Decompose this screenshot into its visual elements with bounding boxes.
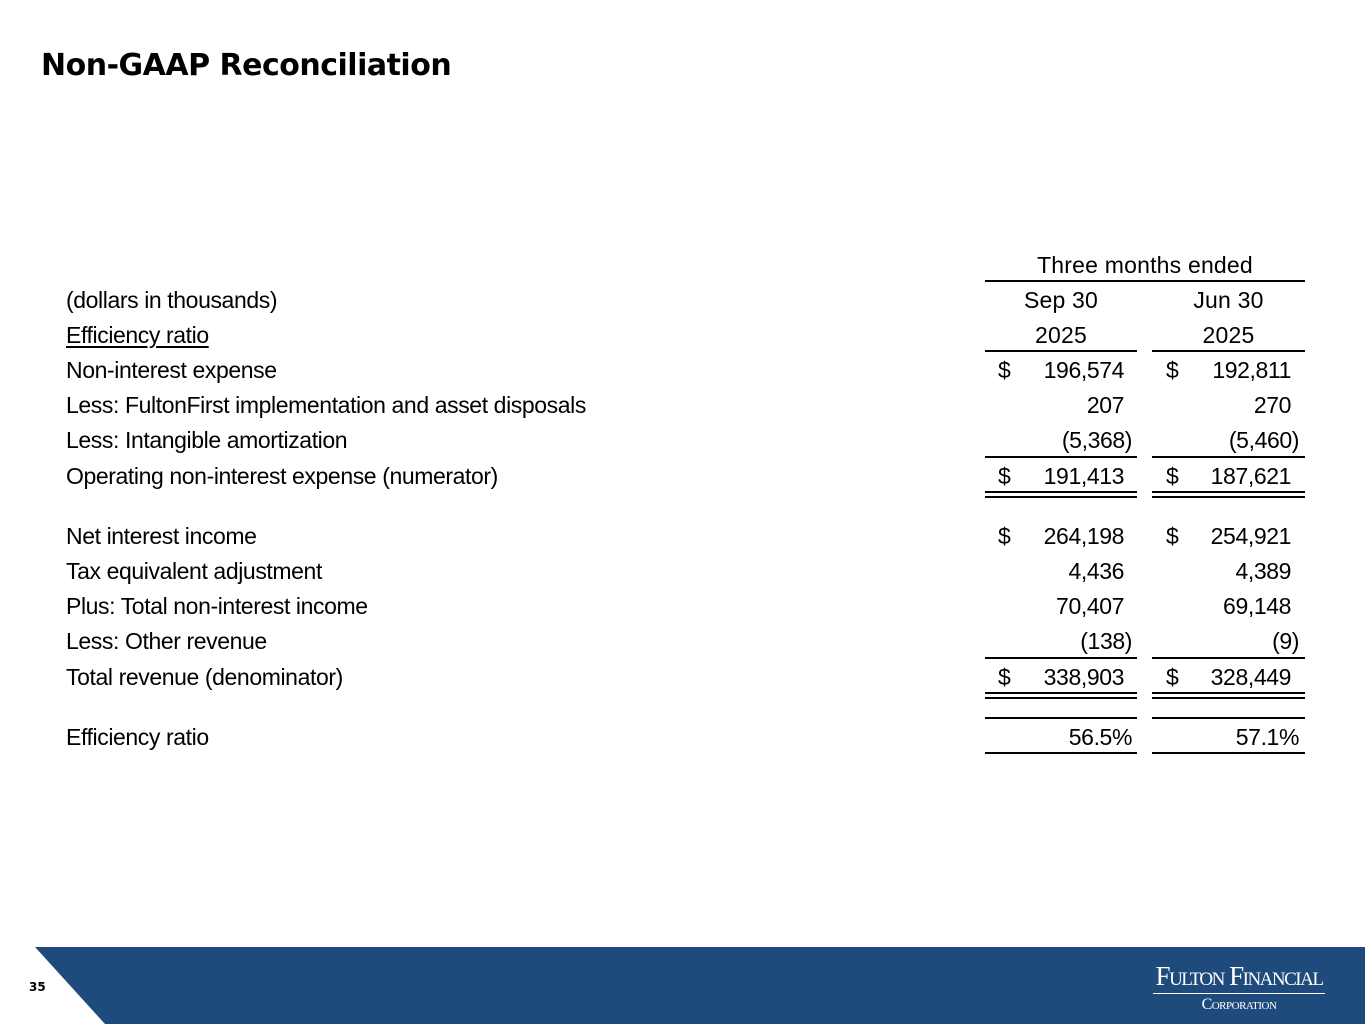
row-value-col1: (138) xyxy=(1080,628,1132,654)
col2-year: 2025 xyxy=(1202,322,1255,348)
row-value-col2: 328,449 xyxy=(1210,664,1291,690)
row-value-col2: 254,921 xyxy=(1210,523,1291,549)
dollar-sign: $ xyxy=(1166,357,1179,383)
total-double-rule xyxy=(985,692,1137,699)
row-value-col2: 4,389 xyxy=(1235,558,1291,584)
row-value-col2: 192,811 xyxy=(1212,357,1291,383)
dollar-sign: $ xyxy=(1166,664,1179,690)
row-value-col1: (5,368) xyxy=(1061,427,1132,453)
section-label: Efficiency ratio xyxy=(66,322,209,348)
ratio-top-rule xyxy=(1152,717,1305,719)
row-label: Operating non-interest expense (numerator) xyxy=(66,463,498,489)
subtotal-rule xyxy=(1152,657,1305,659)
row-label: Less: Other revenue xyxy=(66,628,267,654)
dollar-sign: $ xyxy=(998,664,1011,690)
row-value-col1: 207 xyxy=(1086,392,1124,418)
col2-month: Jun 30 xyxy=(1193,287,1264,313)
ratio-bottom-rule xyxy=(985,752,1137,754)
logo-divider xyxy=(1153,993,1325,994)
dollar-sign: $ xyxy=(1166,523,1179,549)
total-double-rule xyxy=(1152,692,1305,699)
dollar-sign: $ xyxy=(998,357,1011,383)
row-label: Plus: Total non-interest income xyxy=(66,593,368,619)
row-value-col1: 196,574 xyxy=(1043,357,1124,383)
row-value-col1: 191,413 xyxy=(1043,463,1124,489)
period-header: Three months ended xyxy=(1037,252,1253,278)
company-logo xyxy=(1150,960,1328,1018)
total-double-rule xyxy=(985,491,1137,498)
row-value-col2: 187,621 xyxy=(1210,463,1291,489)
row-value-col1: 56.5% xyxy=(1068,724,1132,750)
ratio-top-rule xyxy=(985,717,1137,719)
col1-header-rule xyxy=(985,350,1137,352)
row-label: Tax equivalent adjustment xyxy=(66,558,322,584)
row-value-col1: 4,436 xyxy=(1068,558,1124,584)
row-label: Less: Intangible amortization xyxy=(66,427,348,453)
subtotal-rule xyxy=(1152,456,1305,458)
row-value-col1: 70,407 xyxy=(1056,593,1124,619)
dollar-sign: $ xyxy=(998,463,1011,489)
row-value-col2: 270 xyxy=(1253,392,1291,418)
col2-header-rule xyxy=(1152,350,1305,352)
row-label: Efficiency ratio xyxy=(66,724,209,750)
dollar-sign: $ xyxy=(1166,463,1179,489)
logo-line-1: Fulton Financial xyxy=(1155,961,1323,991)
subtotal-rule xyxy=(985,657,1137,659)
row-value-col1: 264,198 xyxy=(1043,523,1124,549)
row-value-col2: (9) xyxy=(1272,628,1299,654)
ratio-bottom-rule xyxy=(1152,752,1305,754)
row-label: Net interest income xyxy=(66,523,257,549)
row-value-col2: 57.1% xyxy=(1235,724,1299,750)
units-label: (dollars in thousands) xyxy=(66,287,278,313)
subtotal-rule xyxy=(985,456,1137,458)
logo-line-2: Corporation xyxy=(1201,996,1277,1013)
row-value-col2: (5,460) xyxy=(1228,427,1299,453)
row-value-col1: 338,903 xyxy=(1043,664,1124,690)
row-label: Total revenue (denominator) xyxy=(66,664,343,690)
dollar-sign: $ xyxy=(998,523,1011,549)
col1-month: Sep 30 xyxy=(1023,287,1099,313)
page-title: Non-GAAP Reconciliation xyxy=(41,48,452,83)
total-double-rule xyxy=(1152,491,1305,498)
page-number: 35 xyxy=(29,980,46,994)
row-label: Less: FultonFirst implementation and asset disposals xyxy=(66,392,586,418)
row-label: Non-interest expense xyxy=(66,357,277,383)
col1-year: 2025 xyxy=(1035,322,1087,348)
header-rule xyxy=(985,280,1305,282)
row-value-col2: 69,148 xyxy=(1223,593,1291,619)
